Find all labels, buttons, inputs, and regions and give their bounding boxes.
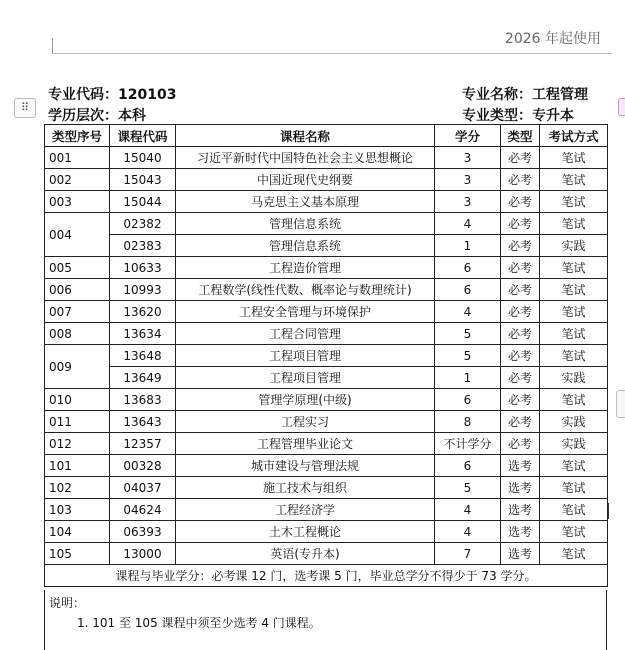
row-course-name: 管理学原理(中级) (176, 389, 435, 411)
row-course-code: 13649 (110, 367, 176, 389)
page-corner-mark (52, 38, 53, 54)
row-exam-method: 笔试 (540, 455, 608, 477)
row-credit: 6 (435, 455, 501, 477)
row-course-code: 15040 (110, 147, 176, 169)
row-exam-method: 笔试 (540, 147, 608, 169)
row-type: 必考 (501, 213, 540, 235)
header-year-label: 2026 年起使用 (504, 31, 601, 47)
row-exam-method: 笔试 (540, 543, 608, 565)
row-course-code: 02383 (110, 235, 176, 257)
row-credit: 7 (435, 543, 501, 565)
row-type-index: 007 (45, 301, 110, 323)
row-type-index: 105 (45, 543, 110, 565)
row-type-index: 104 (45, 521, 110, 543)
row-type: 必考 (501, 147, 540, 169)
row-credit: 8 (435, 411, 501, 433)
row-course-code: 12357 (110, 433, 176, 455)
table-row (45, 257, 608, 279)
row-course-code: 13000 (110, 543, 176, 565)
row-credit: 4 (435, 213, 501, 235)
course-table-body (45, 147, 608, 565)
row-course-code: 00328 (110, 455, 176, 477)
row-credit: 4 (435, 301, 501, 323)
table-row (45, 323, 608, 345)
row-type-index: 001 (45, 147, 110, 169)
row-type: 选考 (501, 499, 540, 521)
row-credit: 3 (435, 191, 501, 213)
row-course-name: 马克思主义基本原理 (176, 191, 435, 213)
row-course-code: 13634 (110, 323, 176, 345)
row-course-name: 土木工程概论 (176, 521, 435, 543)
row-course-name: 工程项目管理 (176, 345, 435, 367)
row-course-name: 工程实习 (176, 411, 435, 433)
row-type: 必考 (501, 389, 540, 411)
table-row (45, 301, 608, 323)
row-course-code: 15044 (110, 191, 176, 213)
row-exam-method: 笔试 (540, 169, 608, 191)
row-course-name: 习近平新时代中国特色社会主义思想概论 (176, 147, 435, 169)
col-header-type-index: 类型序号 (45, 125, 110, 147)
row-exam-method: 实践 (540, 433, 608, 455)
row-course-code: 10993 (110, 279, 176, 301)
row-exam-method: 实践 (540, 411, 608, 433)
summary-row (45, 565, 608, 587)
col-header-credit: 学分 (435, 125, 501, 147)
table-row (45, 543, 608, 565)
row-type: 选考 (501, 455, 540, 477)
table-row (45, 367, 608, 389)
notes-title: 说明： (49, 596, 86, 610)
row-type: 必考 (501, 345, 540, 367)
row-exam-method: 笔试 (540, 389, 608, 411)
table-row (45, 213, 608, 235)
row-exam-method: 实践 (540, 235, 608, 257)
row-course-code: 02382 (110, 213, 176, 235)
row-exam-method: 笔试 (540, 213, 608, 235)
level-value: 本科 (118, 108, 146, 124)
level-line (48, 105, 146, 125)
row-credit: 5 (435, 477, 501, 499)
row-credit: 不计学分 (435, 433, 501, 455)
row-course-name: 城市建设与管理法规 (176, 455, 435, 477)
row-exam-method: 笔试 (540, 279, 608, 301)
row-type: 必考 (501, 169, 540, 191)
text-cursor (608, 503, 609, 519)
notes-item-1: 1. 101 至 105 课程中须至少选考 4 门课程。 (77, 616, 321, 630)
row-type-index: 010 (45, 389, 110, 411)
table-row (45, 389, 608, 411)
row-type-index: 003 (45, 191, 110, 213)
row-course-name: 工程合同管理 (176, 323, 435, 345)
row-course-code: 06393 (110, 521, 176, 543)
row-type-index: 101 (45, 455, 110, 477)
row-course-code: 13643 (110, 411, 176, 433)
row-type-index: 011 (45, 411, 110, 433)
major-type-label: 专业类型： (462, 108, 532, 124)
row-course-name: 工程经济学 (176, 499, 435, 521)
row-type: 必考 (501, 279, 540, 301)
major-code-value: 120103 (118, 87, 177, 103)
row-course-name: 工程造价管理 (176, 257, 435, 279)
side-panel-tab[interactable] (618, 98, 625, 116)
row-type: 选考 (501, 477, 540, 499)
row-type: 选考 (501, 521, 540, 543)
row-type: 必考 (501, 323, 540, 345)
row-course-code: 10633 (110, 257, 176, 279)
course-table (44, 124, 608, 587)
row-credit: 6 (435, 389, 501, 411)
row-type: 必考 (501, 235, 540, 257)
major-code-line (48, 84, 176, 104)
table-row (45, 521, 608, 543)
table-move-handle-icon[interactable]: ⠿ (14, 98, 36, 118)
major-name-line (462, 84, 588, 104)
row-exam-method: 笔试 (540, 191, 608, 213)
row-course-name: 英语(专升本) (176, 543, 435, 565)
table-row (45, 345, 608, 367)
row-type-index: 102 (45, 477, 110, 499)
row-credit: 4 (435, 521, 501, 543)
row-course-code: 04624 (110, 499, 176, 521)
row-type-index: 004 (45, 213, 110, 257)
row-type: 必考 (501, 301, 540, 323)
major-name-value: 工程管理 (532, 87, 588, 103)
row-credit: 6 (435, 257, 501, 279)
row-exam-method: 笔试 (540, 323, 608, 345)
row-type: 必考 (501, 191, 540, 213)
level-label: 学历层次： (48, 108, 118, 124)
row-course-code: 15043 (110, 169, 176, 191)
row-credit: 3 (435, 169, 501, 191)
header-rule (52, 53, 612, 54)
row-credit: 5 (435, 345, 501, 367)
table-row (45, 411, 608, 433)
table-row (45, 455, 608, 477)
row-course-code: 04037 (110, 477, 176, 499)
row-course-code: 13683 (110, 389, 176, 411)
row-credit: 4 (435, 499, 501, 521)
col-header-course-name: 课程名称 (176, 125, 435, 147)
table-row (45, 433, 608, 455)
col-header-exam-method: 考试方式 (540, 125, 608, 147)
row-type-index: 009 (45, 345, 110, 389)
row-course-name: 工程管理毕业论文 (176, 433, 435, 455)
table-row (45, 235, 608, 257)
major-name-label: 专业名称： (462, 87, 532, 103)
table-row (45, 499, 608, 521)
summary-text: 课程与毕业学分：必考课 12 门，选考课 5 门，毕业总学分不得少于 73 学分。 (45, 565, 608, 587)
row-type-index: 002 (45, 169, 110, 191)
row-course-name: 管理信息系统 (176, 235, 435, 257)
row-credit: 1 (435, 235, 501, 257)
row-type: 选考 (501, 543, 540, 565)
table-row (45, 147, 608, 169)
row-type: 必考 (501, 367, 540, 389)
row-exam-method: 笔试 (540, 257, 608, 279)
major-type-line (462, 105, 574, 125)
row-type-index: 103 (45, 499, 110, 521)
col-header-type: 类型 (501, 125, 540, 147)
row-exam-method: 笔试 (540, 345, 608, 367)
row-credit: 6 (435, 279, 501, 301)
row-exam-method: 实践 (540, 367, 608, 389)
row-type: 必考 (501, 257, 540, 279)
row-exam-method: 笔试 (540, 521, 608, 543)
row-type-index: 012 (45, 433, 110, 455)
row-type-index: 006 (45, 279, 110, 301)
table-row (45, 477, 608, 499)
row-credit: 1 (435, 367, 501, 389)
row-course-name: 管理信息系统 (176, 213, 435, 235)
row-exam-method: 笔试 (540, 499, 608, 521)
table-row (45, 191, 608, 213)
row-credit: 3 (435, 147, 501, 169)
major-code-label: 专业代码： (48, 87, 118, 103)
row-course-name: 工程项目管理 (176, 367, 435, 389)
row-credit: 5 (435, 323, 501, 345)
table-row (45, 279, 608, 301)
row-course-code: 13648 (110, 345, 176, 367)
scroll-side-tab[interactable] (616, 390, 625, 418)
row-type: 必考 (501, 433, 540, 455)
row-course-name: 工程安全管理与环境保护 (176, 301, 435, 323)
row-course-code: 13620 (110, 301, 176, 323)
row-course-name: 施工技术与组织 (176, 477, 435, 499)
col-header-course-code: 课程代码 (110, 125, 176, 147)
table-header-row (45, 125, 608, 147)
row-exam-method: 笔试 (540, 477, 608, 499)
table-row (45, 169, 608, 191)
row-type-index: 008 (45, 323, 110, 345)
row-course-name: 工程数学(线性代数、概率论与数理统计) (176, 279, 435, 301)
notes-section (44, 590, 607, 650)
major-type-value: 专升本 (532, 108, 574, 124)
row-type-index: 005 (45, 257, 110, 279)
row-course-name: 中国近现代史纲要 (176, 169, 435, 191)
row-type: 必考 (501, 411, 540, 433)
row-exam-method: 笔试 (540, 301, 608, 323)
